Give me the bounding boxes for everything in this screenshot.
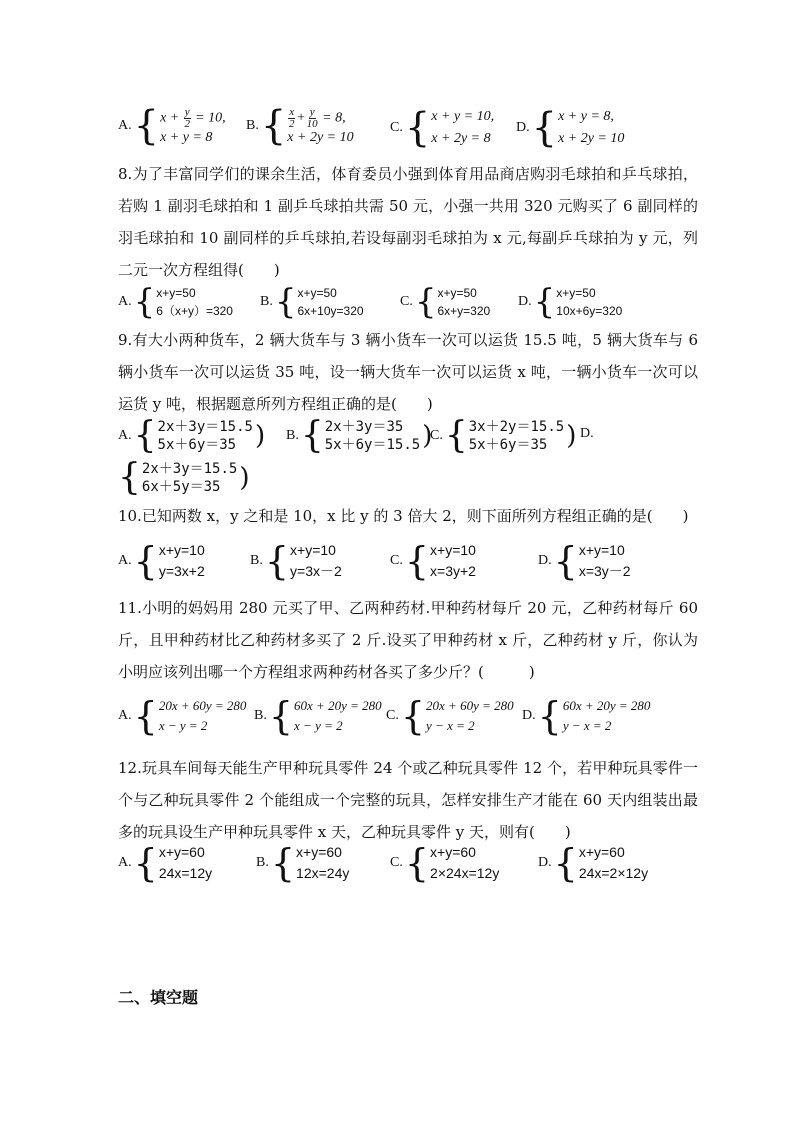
q10-option-c: C. { x+y=10 x=3y+2 (390, 539, 476, 583)
question-11-text: 11.小明的妈妈用 280 元买了甲、乙两种药材.甲种药材每斤 20 元，乙种药材每斤 60 斤，且甲种药材比乙种药材多买了 2 斤.设买了甲种药材 x 斤，乙种药材 y 斤，你认为小明应该列出哪一个方程组求两种药材各买了多少斤？( ) (118, 599, 698, 681)
q12-option-b: B. { x+y=60 12x=24y (256, 841, 350, 885)
q8-option-a: A. { x+y=50 6（x+y）=320 (118, 282, 233, 322)
q7-b-eq2: x + 2y = 10 (287, 129, 354, 145)
q8-option-b: B. { x+y=50 6x+10y=320 (260, 282, 364, 322)
q10-option-b: B. { x+y=10 y=3x－2 (250, 539, 342, 583)
section-title-fill-in-blank: 二、填空题 (118, 988, 199, 1007)
q11-option-a: A. { 20x + 60y = 280 x − y = 2 (118, 694, 247, 738)
q12-options (118, 842, 718, 888)
q7-option-a: A. { x + $\frac{y}{2}$ = 10, x + y = 8 (118, 103, 226, 149)
q11-option-b: B. { 60x + 20y = 280 x − y = 2 (254, 694, 382, 738)
q7-b-eq1: $\frac{x}{2}$ + $\frac{y}{10}$ = 8, (288, 105, 346, 130)
question-12-text: 12.玩具车间每天能生产甲种玩具零件 24 个或乙种玩具零件 12 个，若甲种玩具零件一个与乙种玩具零件 2 个能组成一个完整的玩具，怎样安排生产才能在 60 天内组装出最多的玩具设生产甲种玩具零件 x 天，乙种玩具零件 y 天，则有( ) (118, 759, 698, 841)
question-9-text: 9.有大小两种货车，2 辆大货车与 3 辆小货车一次可以运货 15.5 吨，5 辆大货车与 6 辆小货车一次可以运货 35 吨，设一辆大货车一次可以运货 x 吨，一辆小货车一次可以运货 y 吨，根据题意所列方程组正确的是( ) (118, 331, 698, 413)
q7-a-eq1: x + $\frac{y}{2}$ = 10, (160, 105, 226, 130)
q8-option-d: D. { x+y=50 10x+6y=320 (518, 282, 623, 322)
q12-option-a: A. { x+y=60 24x=12y (118, 841, 213, 885)
q7-option-b: B. { $\frac{x}{2}$ + $\frac{y}{10}$ = 8, x + 2y = 10 (246, 103, 354, 149)
q7-option-c: C. { x + y = 10, x + 2y = 8 (390, 105, 495, 151)
q11-option-d: D. { 60x + 20y = 280 y − x = 2 (522, 694, 651, 738)
q7-d-eq2: x + 2y = 10 (558, 131, 625, 146)
q10-options (118, 540, 718, 586)
q8-options (118, 284, 718, 324)
q9-option-c: C. { 3x＋2y＝15.5 5x＋6y＝35 ) (430, 415, 577, 456)
q9-option-d: { 2x＋3y＝15.5 6x＋5y＝35 ) (118, 457, 250, 498)
q8-option-c: C. { x+y=50 6x+y=320 (400, 282, 491, 322)
q7-option-d: D. { x + y = 8, x + 2y = 10 (516, 105, 625, 151)
q7-d-eq1: x + y = 8, (558, 109, 614, 124)
q9-option-d-letter: D. (580, 426, 594, 441)
q7-c-eq2: x + 2y = 8 (431, 131, 491, 146)
q7-options (118, 104, 718, 154)
q10-option-d: D. { x+y=10 x=3y－2 (538, 539, 631, 583)
q7-a-eq2: x + y = 8 (160, 129, 213, 145)
q9-options (118, 415, 718, 498)
q11-options (118, 696, 718, 742)
q12-option-d: D. { x+y=60 24x=2×12y (538, 841, 649, 885)
q9-option-a: A. { 2x＋3y＝15.5 5x＋6y＝35 ) (118, 415, 266, 456)
question-8-text: 8.为了丰富同学们的课余生活，体育委员小强到体育用品商店购羽毛球拍和乒乓球拍，若购 1 副羽毛球拍和 1 副乒乓球拍共需 50 元，小强一共用 320 元购买了 6 副同样的羽毛球拍和 10 副同样的乒乓球拍,若设每副羽毛球拍为 x 元,每副乒乓球拍为 y 元，列二元一次方程组得( ) (118, 165, 698, 279)
q10-option-a: A. { x+y=10 y=3x+2 (118, 539, 205, 583)
q7-c-eq1: x + y = 10, (431, 109, 495, 124)
q9-option-b: B. { 2x＋3y＝35 5x＋6y＝15.5 ) (286, 415, 433, 456)
question-10-text: 10.已知两数 x，y 之和是 10，x 比 y 的 3 倍大 2，则下面所列方程组正确的是( ) (118, 507, 689, 525)
q12-option-c: C. { x+y=60 2×24x=12y (390, 841, 500, 885)
q11-option-c: C. { 20x + 60y = 280 y − x = 2 (386, 694, 514, 738)
